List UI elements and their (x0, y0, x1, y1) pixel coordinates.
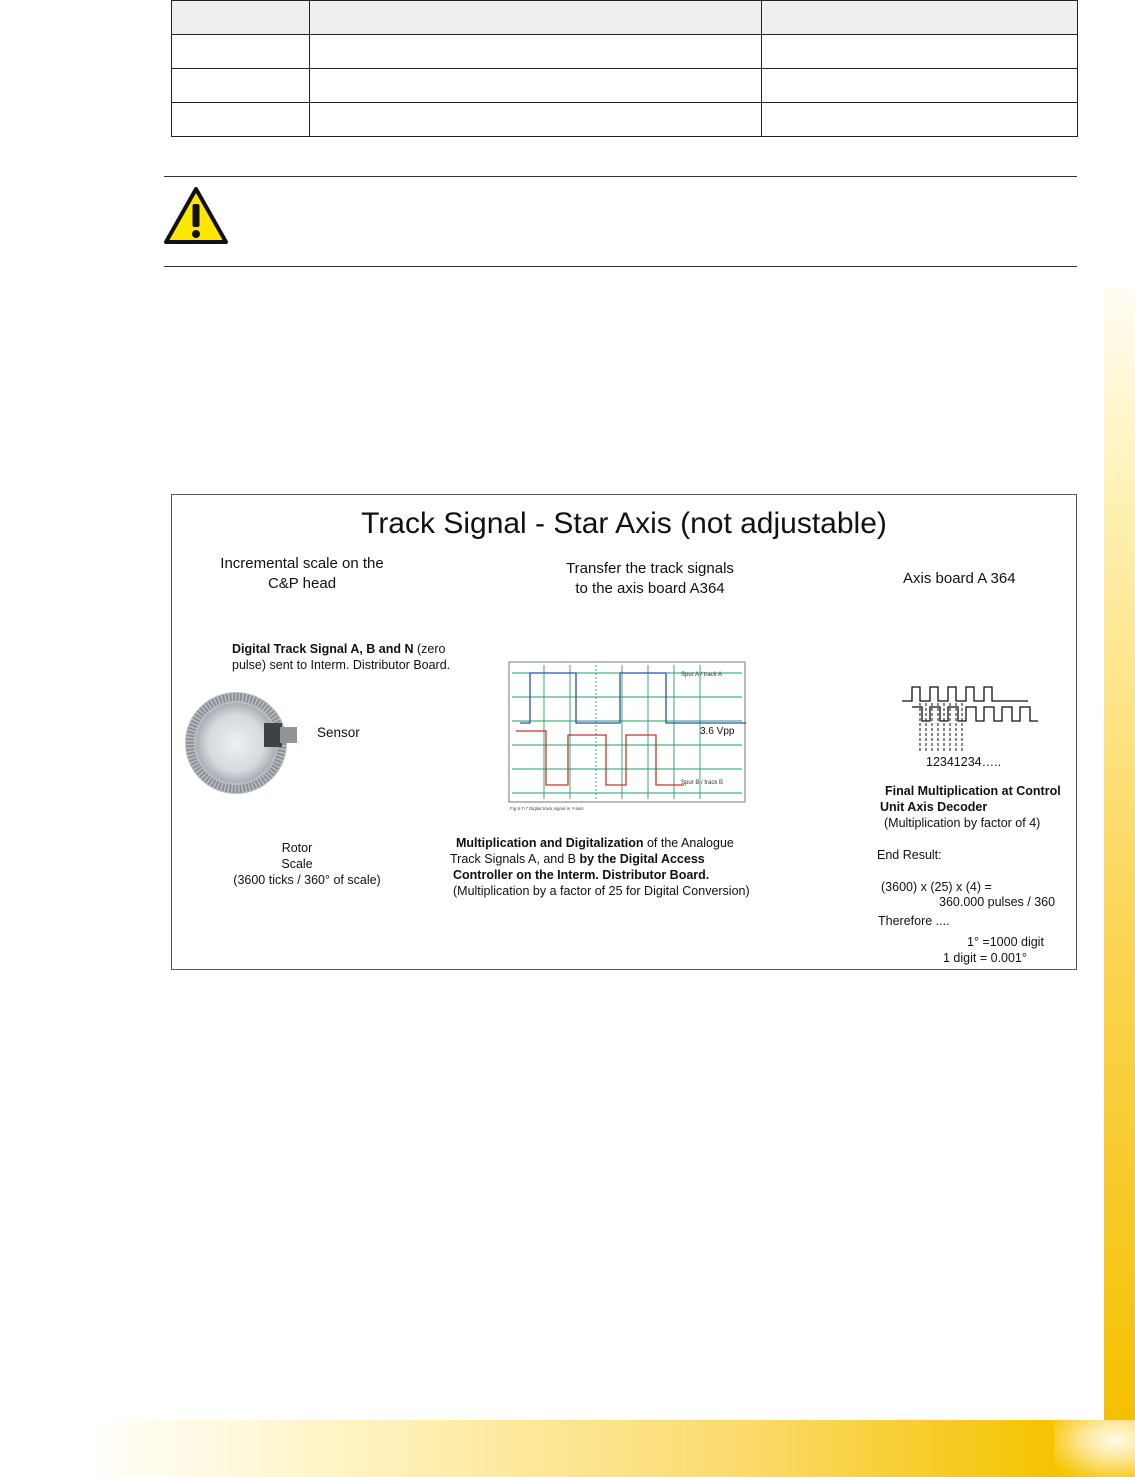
oscilloscope-trace (508, 661, 756, 813)
final-line1: Final Multiplication at Control (885, 784, 1061, 798)
signal-description-line2: pulse) sent to Interm. Distributor Board. (232, 658, 451, 672)
table-row (172, 69, 1078, 103)
track-signal-figure (171, 494, 1077, 970)
rotor-scale-disc-icon (180, 691, 302, 795)
table-cell (762, 103, 1078, 137)
sensor-label: Sensor (317, 725, 360, 740)
left-heading-line1: Incremental scale on the (220, 555, 384, 572)
mult-rest: of the Analogue (643, 836, 734, 850)
right-heading: Axis board A 364 (903, 570, 1016, 587)
table-cell (172, 103, 310, 137)
rotor-line3: (3600 ticks / 360° of scale) (233, 873, 381, 887)
table-row (172, 35, 1078, 69)
table-cell (762, 1, 1078, 35)
table-cell (762, 69, 1078, 103)
table-row (172, 1, 1078, 35)
signal-desc-rest: (zero (413, 642, 446, 656)
scope-track-a-label: Spur A / track A (681, 672, 723, 678)
table-cell (172, 35, 310, 69)
side-accent-bar (1104, 288, 1135, 1420)
table-cell (172, 69, 310, 103)
mult-line2b: by the Digital Access (579, 852, 705, 866)
mult-line2a: Track Signals A, and B (450, 852, 580, 866)
therefore-label: Therefore .... (878, 914, 950, 928)
center-heading (530, 559, 770, 599)
signal-desc-bold: Digital Track Signal A, B and N (232, 642, 414, 656)
scope-track-b-label: Spur B / track B (681, 780, 724, 786)
equation-digit: 1 digit = 0.001° (943, 951, 1027, 965)
center-heading-line1: Transfer the track signals (566, 560, 734, 577)
formula-line2: 360.000 pulses / 360 (939, 895, 1056, 909)
count-label: 12341234….. (926, 755, 1002, 769)
equation-degree: 1° =1000 digit (967, 935, 1044, 949)
mult-bold: Multiplication and Digitalization (456, 836, 644, 850)
table-row (172, 103, 1078, 137)
figure-title: Track Signal - Star Axis (not adjustable) (361, 507, 887, 540)
footer-band (0, 1420, 1054, 1477)
table-cell (172, 1, 310, 35)
table-cell (310, 103, 762, 137)
scope-caption: Fig 6.7-7 Digital track signal in Y-axis (510, 806, 584, 811)
spec-table (171, 0, 1078, 137)
rotor-line1: Rotor (281, 841, 313, 855)
rotor-line2: Scale (281, 857, 313, 871)
signal-description (232, 641, 445, 657)
table-cell (310, 1, 762, 35)
decoder-pulse-diagram (900, 685, 1042, 755)
table-cell (310, 69, 762, 103)
table-cell (310, 35, 762, 69)
left-heading (192, 554, 412, 594)
mult-line4: (Multiplication by a factor of 25 for Digital Conversion) (453, 884, 750, 898)
scope-vpp-label: 3.6 Vpp (700, 726, 735, 737)
center-heading-line2: to the axis board A364 (575, 580, 725, 597)
mult-line3: Controller on the Interm. Distributor Board. (453, 868, 710, 882)
warning-bottom-rule (164, 266, 1077, 267)
final-multiplication (880, 783, 1061, 831)
multiplication-description (450, 835, 750, 899)
warning-triangle-icon (163, 186, 229, 246)
left-heading-line2: C&P head (267, 575, 337, 592)
formula-line1: (3600) x (25) x (4) = (881, 880, 992, 894)
final-line3: (Multiplication by factor of 4) (884, 816, 1041, 830)
warning-top-rule (164, 176, 1077, 177)
page-corner-tab (1054, 1420, 1135, 1477)
end-result-label: End Result: (877, 848, 942, 862)
final-line2: Unit Axis Decoder (880, 800, 988, 814)
table-cell (762, 35, 1078, 69)
rotor-scale-caption (202, 840, 392, 888)
